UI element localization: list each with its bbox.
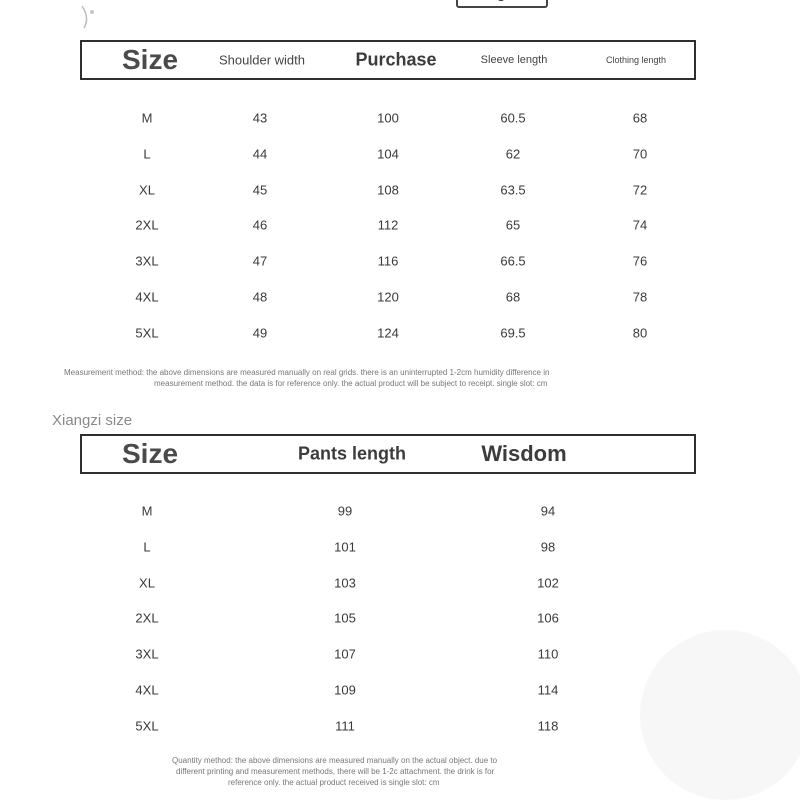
table-cell-c4: 72 xyxy=(632,182,648,198)
table-cell-c4: 74 xyxy=(632,217,648,233)
table-cell-c2: 104 xyxy=(377,146,399,162)
table-cell-c1: 101 xyxy=(334,539,356,555)
table-cell-c1: 109 xyxy=(334,682,356,698)
table-cell-size: M xyxy=(141,503,153,519)
header-size: Size xyxy=(121,44,179,75)
table-cell-size: XL xyxy=(139,182,155,198)
table-cell-size: 2XL xyxy=(135,217,159,233)
header-size: Size xyxy=(121,438,179,469)
table-cell-size: L xyxy=(143,539,151,555)
table-cell-c3: 63.5 xyxy=(500,182,526,198)
top-image-fragment xyxy=(456,0,548,8)
table-cell-size: XL xyxy=(139,575,155,591)
table-cell-c2: 108 xyxy=(377,182,399,198)
table-cell-c2: 98 xyxy=(540,539,556,555)
table-cell-size: 2XL xyxy=(135,610,159,626)
bottom-measurement-note-line2: different printing and measurement methods, there will be 1-2c attachment. the drink is for xyxy=(176,767,495,776)
top-measurement-note-line2: measurement method. the data is for reference only. the actual product will be subject to receipt. single slot: cm xyxy=(154,379,548,388)
top-table-header xyxy=(80,40,696,80)
table-cell-c4: 76 xyxy=(632,253,648,269)
header-wisdom: Wisdom xyxy=(481,441,567,466)
table-cell-size: 5XL xyxy=(135,325,159,341)
table-cell-c1: 44 xyxy=(252,146,268,162)
table-cell-size: 5XL xyxy=(135,718,159,734)
table-cell-c2: 110 xyxy=(537,646,559,662)
table-cell-c1: 105 xyxy=(334,610,356,626)
header-sleeve-length: Sleeve length xyxy=(480,54,548,66)
table-cell-c3: 62 xyxy=(505,146,521,162)
table-cell-c4: 68 xyxy=(632,110,648,126)
section-label: Xiangzi size xyxy=(52,412,133,429)
table-cell-c4: 80 xyxy=(632,325,648,341)
table-cell-c2: 112 xyxy=(377,217,399,233)
table-cell-c1: 45 xyxy=(252,182,268,198)
table-cell-c1: 48 xyxy=(252,289,268,305)
table-cell-c3: 66.5 xyxy=(500,253,526,269)
table-cell-c2: 116 xyxy=(377,253,399,269)
table-cell-c1: 43 xyxy=(252,110,268,126)
bottom-table-header xyxy=(80,434,696,474)
table-cell-size: 3XL xyxy=(135,646,159,662)
table-cell-c1: 47 xyxy=(252,253,268,269)
table-cell-c1: 107 xyxy=(334,646,356,662)
table-cell-c1: 49 xyxy=(252,325,268,341)
table-cell-size: L xyxy=(143,146,151,162)
table-cell-c2: 100 xyxy=(377,110,399,126)
table-cell-c1: 99 xyxy=(337,503,353,519)
table-cell-c2: 118 xyxy=(537,718,559,734)
background-blob xyxy=(640,630,800,800)
table-cell-c3: 69.5 xyxy=(500,325,526,341)
table-cell-size: 4XL xyxy=(135,289,159,305)
table-cell-c3: 68 xyxy=(505,289,521,305)
header-clothing-length: Clothing length xyxy=(605,55,667,65)
table-cell-c4: 70 xyxy=(632,146,648,162)
table-cell-c2: 120 xyxy=(377,289,399,305)
bottom-measurement-note-line3: reference only. the actual product received is single slot: cm xyxy=(228,778,440,787)
bottom-measurement-note-line1: Quantity method: the above dimensions are measured manually on the actual object. due to xyxy=(172,756,498,765)
header-purchase: Purchase xyxy=(355,49,437,70)
table-cell-c4: 78 xyxy=(632,289,648,305)
table-cell-size: M xyxy=(141,110,153,126)
table-cell-c1: 103 xyxy=(334,575,356,591)
table-cell-c2: 114 xyxy=(537,682,559,698)
table-cell-c2: 106 xyxy=(537,610,559,626)
corner-decoration-icon xyxy=(80,4,100,34)
table-cell-c3: 65 xyxy=(505,217,521,233)
table-cell-size: 3XL xyxy=(135,253,159,269)
top-measurement-note-line1: Measurement method: the above dimensions are measured manually on real grids. there is an uninterrupted 1-2cm humidity difference in xyxy=(64,368,550,377)
table-cell-c1: 46 xyxy=(252,217,268,233)
table-cell-c2: 102 xyxy=(537,575,559,591)
table-cell-c1: 111 xyxy=(335,718,355,734)
table-cell-c2: 124 xyxy=(377,325,399,341)
header-shoulder-width: Shoulder width xyxy=(219,52,305,68)
table-cell-c2: 94 xyxy=(540,503,556,519)
table-cell-size: 4XL xyxy=(135,682,159,698)
header-pants-length: Pants length xyxy=(297,443,407,464)
table-cell-c3: 60.5 xyxy=(500,110,526,126)
